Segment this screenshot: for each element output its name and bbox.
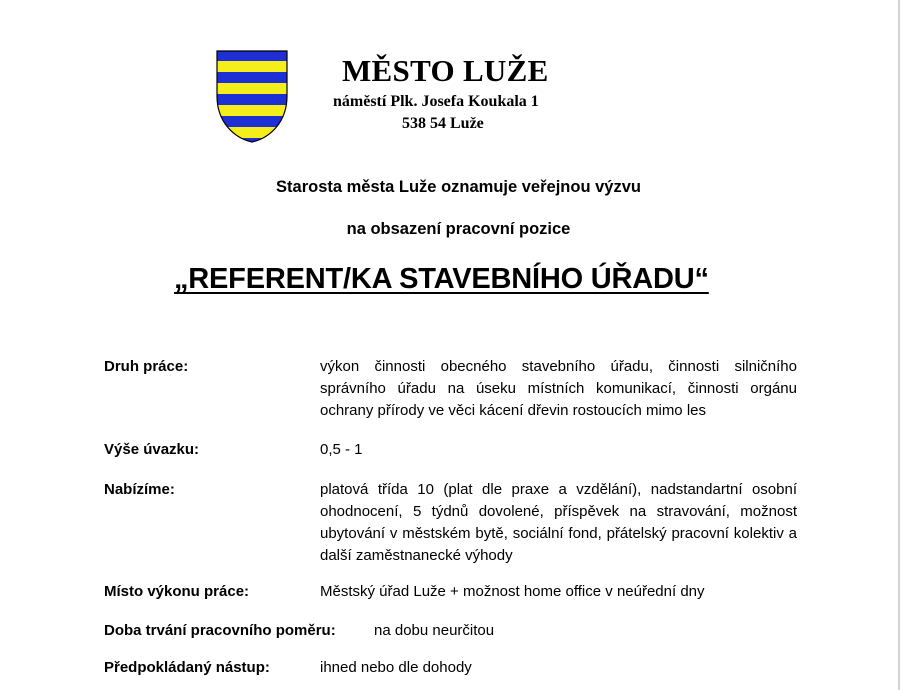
detail-value: 0,5 - 1 bbox=[320, 441, 363, 458]
detail-value: Městský úřad Luže + možnost home office v neúřední dny bbox=[320, 583, 705, 600]
address-street: náměstí Plk. Josefa Koukala 1 bbox=[333, 93, 539, 110]
coat-of-arms-emblem bbox=[216, 50, 288, 143]
crest-stripe-yellow-4 bbox=[216, 127, 288, 138]
crest-stripe-yellow-2 bbox=[216, 83, 288, 94]
position-title: „REFERENT/KA STAVEBNÍHO ÚŘADU“ bbox=[174, 263, 709, 295]
page-edge-divider bbox=[898, 0, 900, 690]
announcement-intro: Starosta města Luže oznamuje veřejnou výzvu bbox=[276, 178, 641, 196]
town-name-heading: MĚSTO LUŽE bbox=[342, 53, 549, 88]
crest-stripe-yellow-1 bbox=[216, 61, 288, 72]
detail-label: Nabízíme: bbox=[104, 481, 175, 498]
detail-label: Místo výkonu práce: bbox=[104, 583, 250, 600]
detail-label: Doba trvání pracovního poměru: bbox=[104, 622, 336, 639]
detail-label: Výše úvazku: bbox=[104, 441, 200, 458]
detail-value: platová třída 10 (plat dle praxe a vzdělání), nadstandartní osobní ohodnocení, 5 týdnů dovolené, příspěvek na stravování, možnost ubytování v městském bytě, sociální fond, přátelský pracovní kolektiv a další zaměstnanecké výhody bbox=[320, 481, 797, 564]
address-postal-city: 538 54 Luže bbox=[402, 115, 484, 132]
detail-label: Druh práce: bbox=[104, 358, 189, 375]
announcement-subline: na obsazení pracovní pozice bbox=[346, 220, 571, 238]
detail-value: ihned nebo dle dohody bbox=[320, 659, 472, 676]
detail-value: na dobu neurčitou bbox=[374, 622, 495, 639]
crest-stripe-yellow-3 bbox=[216, 105, 288, 116]
detail-value: výkon činnosti obecného stavebního úřadu, činnosti silničního správního úřadu na úseku místních komunikací, činnosti orgánu ochrany přírody ve věci kácení dřevin rostoucích mimo les bbox=[320, 358, 797, 419]
detail-label: Předpokládaný nástup: bbox=[104, 659, 270, 676]
